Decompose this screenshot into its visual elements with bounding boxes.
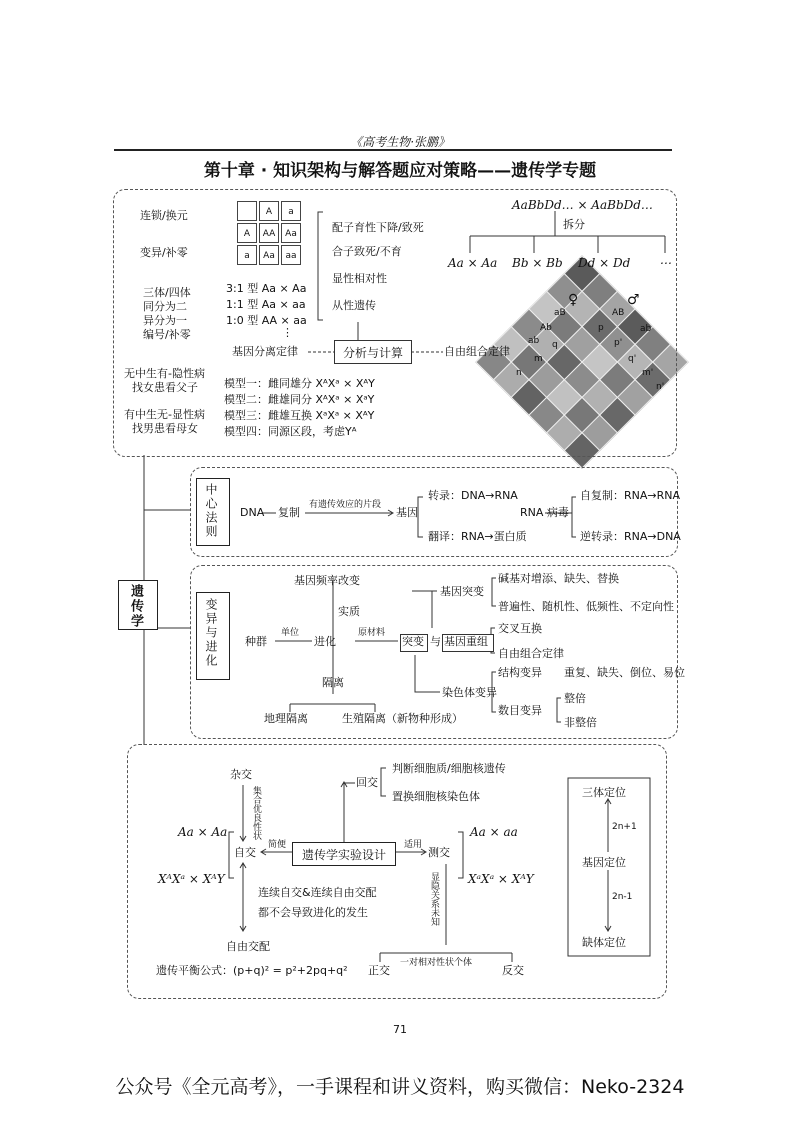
grid-label: n <box>516 368 522 378</box>
sub-cross: Dd × Dd <box>578 256 631 270</box>
left-item: 变异/补零 <box>140 246 188 259</box>
left-item: 三体/四体 <box>143 286 191 299</box>
number-variation-label: 数目变异 <box>498 704 542 717</box>
reverse-transcription-label: 逆转录：RNA→DNA <box>580 530 681 543</box>
factor-item: 从性遗传 <box>332 299 376 312</box>
merge-label: 集合优良性状 <box>251 786 261 840</box>
recomb-item: 交叉互换 <box>498 622 542 635</box>
page-title: 第十章 · 知识架构与解答题应对策略——遗传学专题 <box>203 161 597 181</box>
transcription-label: 转录：DNA→RNA <box>428 489 518 502</box>
central-dogma-label: 中心法则 <box>204 483 218 539</box>
rna-virus-label: RNA 病毒 <box>520 506 569 519</box>
number-variation-item: 非整倍 <box>564 716 597 729</box>
ratio-row: 3:1 型 Aa × Aa <box>226 282 307 295</box>
translation-label: 翻译：RNA→蛋白质 <box>428 530 527 543</box>
punnett-square <box>237 201 301 265</box>
self-cross-label: 自交 <box>234 846 256 859</box>
punnett-cell: a <box>237 245 257 265</box>
model-row: 模型三：雌雄互换 XᵃXᵃ × XᴬY <box>224 409 375 422</box>
hybrid-label: 杂交 <box>230 768 252 781</box>
punnett-cell: AA <box>259 223 279 243</box>
footer-text: 公众号《全元高考》，一手课程和讲义资料，购买微信：Neko-2324 <box>115 1076 685 1098</box>
left-item: 无中生有-隐性病 <box>124 367 205 380</box>
backcross-item: 判断细胞质/细胞核遗传 <box>392 762 506 775</box>
explicit-label: 显隐关系未知 <box>429 872 439 926</box>
struct-variation-label: 结构变异 <box>498 666 542 679</box>
grid-label: q' <box>628 354 637 364</box>
struct-variation-items: 重复、缺失、倒位、易位 <box>564 666 685 679</box>
separation-law: 基因分离定律 <box>232 345 298 358</box>
grid-label: Ab <box>540 323 552 333</box>
testcross-aa: Aa × aa <box>470 825 518 839</box>
unit-label: 单位 <box>281 628 300 638</box>
grid-label: n' <box>656 382 665 392</box>
chromosome-variation-label: 染色体变异 <box>442 686 497 699</box>
model-row: 模型二：雌雄同分 XᴬXᵃ × XᵃY <box>224 393 375 406</box>
geo-isolation-label: 地理隔离 <box>264 712 308 725</box>
female-icon: ♀ <box>568 292 579 308</box>
freq-label: 基因频率改变 <box>294 574 360 587</box>
forward-cross: 正交 <box>368 964 390 977</box>
simple-label: 简便 <box>268 840 287 850</box>
left-item: 找男患看母女 <box>132 422 198 435</box>
free-combination-law: 自由组合定律 <box>444 345 510 358</box>
ratio-row: ⋮ <box>282 326 293 339</box>
continuous-note: 连续自交&连续自由交配 <box>258 886 377 899</box>
punnett-cell: aa <box>281 245 301 265</box>
pair-traits: 一对相对性状个体 <box>400 958 473 968</box>
continuous-note: 都不会导致进化的发生 <box>258 906 368 919</box>
punnett-cell: Aa <box>281 223 301 243</box>
mutation-label: 突变 <box>402 635 424 648</box>
model-row: 模型四：同源区段，考虑Yᴬ <box>224 425 357 438</box>
number-variation-item: 整倍 <box>564 692 586 705</box>
punnett-cell: A <box>259 201 279 221</box>
gene-mutation-item: 普遍性、随机性、低频性、不定向性 <box>498 600 674 613</box>
dna-label: DNA <box>240 506 265 519</box>
grid-label: q <box>552 340 558 350</box>
sub-cross: ⋯ <box>659 256 671 270</box>
two-n-plus-one: 2n+1 <box>612 822 637 832</box>
punnett-cell: A <box>237 223 257 243</box>
punnett-cell: Aa <box>259 245 279 265</box>
grid-label: m <box>534 354 543 364</box>
grid-label: ab <box>640 324 652 334</box>
factor-item: 合子致死/不育 <box>332 245 402 258</box>
sub-cross: Aa × Aa <box>448 256 498 270</box>
variation-label: 变异与进化 <box>204 598 218 668</box>
two-n-minus-one: 2n-1 <box>612 892 633 902</box>
recomb-item: 自由组合定律 <box>498 647 564 660</box>
nullisomy-localization: 缺体定位 <box>582 936 626 949</box>
model-row: 模型一：雌同雄分 XᴬXᵃ × XᴬY <box>224 377 375 390</box>
segment-label: 有遗传效应的片段 <box>309 500 382 510</box>
material-label: 原材料 <box>358 628 386 638</box>
self-copy-label: 自复制：RNA→RNA <box>580 489 681 502</box>
grid-label: aB <box>554 308 566 318</box>
isolation-label: 隔离 <box>322 676 344 689</box>
gene-label: 基因 <box>396 506 418 519</box>
free-mating-label: 自由交配 <box>226 940 270 953</box>
ratio-row: 1:0 型 AA × aa <box>226 314 307 327</box>
essence-label: 实质 <box>338 605 360 618</box>
testcross-xx: XᵃXᵃ × XᴬY <box>468 872 534 886</box>
testcross-label: 测交 <box>428 846 450 859</box>
gene-mutation-item: 碱基对增添、缺失、替换 <box>498 572 619 585</box>
repro-isolation-label: 生殖隔离（新物种形成） <box>342 712 463 725</box>
male-icon: ♂ <box>627 292 640 308</box>
book-header: 《高考生物·张鹏》 <box>350 135 450 149</box>
factor-item: 显性相对性 <box>332 272 387 285</box>
backcross-item: 置换细胞核染色体 <box>392 790 480 803</box>
punnett-cell: a <box>281 201 301 221</box>
ratio-row: 1:1 型 Aa × aa <box>226 298 306 311</box>
left-item: 连锁/换元 <box>140 209 188 222</box>
backcross-label: 回交 <box>356 776 378 789</box>
root-label: 遗传学 <box>128 584 143 629</box>
trisomy-localization: 三体定位 <box>582 786 626 799</box>
gene-localization: 基因定位 <box>582 856 626 869</box>
punnett-cell <box>237 201 257 221</box>
grid-label: m' <box>642 368 654 378</box>
design-label: 遗传学实验设计 <box>301 848 386 862</box>
left-item: 找女患看父子 <box>132 381 198 394</box>
population-label: 种群 <box>245 635 267 648</box>
left-item: 有中生无-显性病 <box>124 408 205 421</box>
left-item: 异分为一 <box>143 314 187 327</box>
grid-label: p <box>598 323 604 333</box>
left-item: 同分为二 <box>143 300 187 313</box>
analysis-label: 分析与计算 <box>342 346 403 360</box>
reverse-cross: 反交 <box>502 964 524 977</box>
grid-label: AB <box>612 308 625 318</box>
gene-mutation-label: 基因突变 <box>440 585 484 598</box>
and-label: 与 <box>430 635 441 648</box>
grid-label: ab <box>528 336 540 346</box>
evolution-label: 进化 <box>314 635 336 648</box>
hardy-weinberg: 遗传平衡公式：(p+q)² = p²+2pq+q² <box>156 964 348 977</box>
copy-label: 复制 <box>278 506 300 519</box>
self-cross-xx: XᴬXᵃ × XᴬY <box>158 872 225 886</box>
split-label: 拆分 <box>563 218 585 231</box>
left-item: 编号/补零 <box>143 328 191 341</box>
cross-formula: AaBbDd… × AaBbDd… <box>512 198 653 212</box>
factor-item: 配子育性下降/致死 <box>332 221 424 234</box>
apply-label: 适用 <box>404 840 423 850</box>
recombination-label: 基因重组 <box>444 635 488 648</box>
self-cross-aa: Aa × Aa <box>178 825 228 839</box>
sub-cross: Bb × Bb <box>512 256 563 270</box>
grid-label: p' <box>614 338 623 348</box>
page-number: 71 <box>393 1023 407 1036</box>
